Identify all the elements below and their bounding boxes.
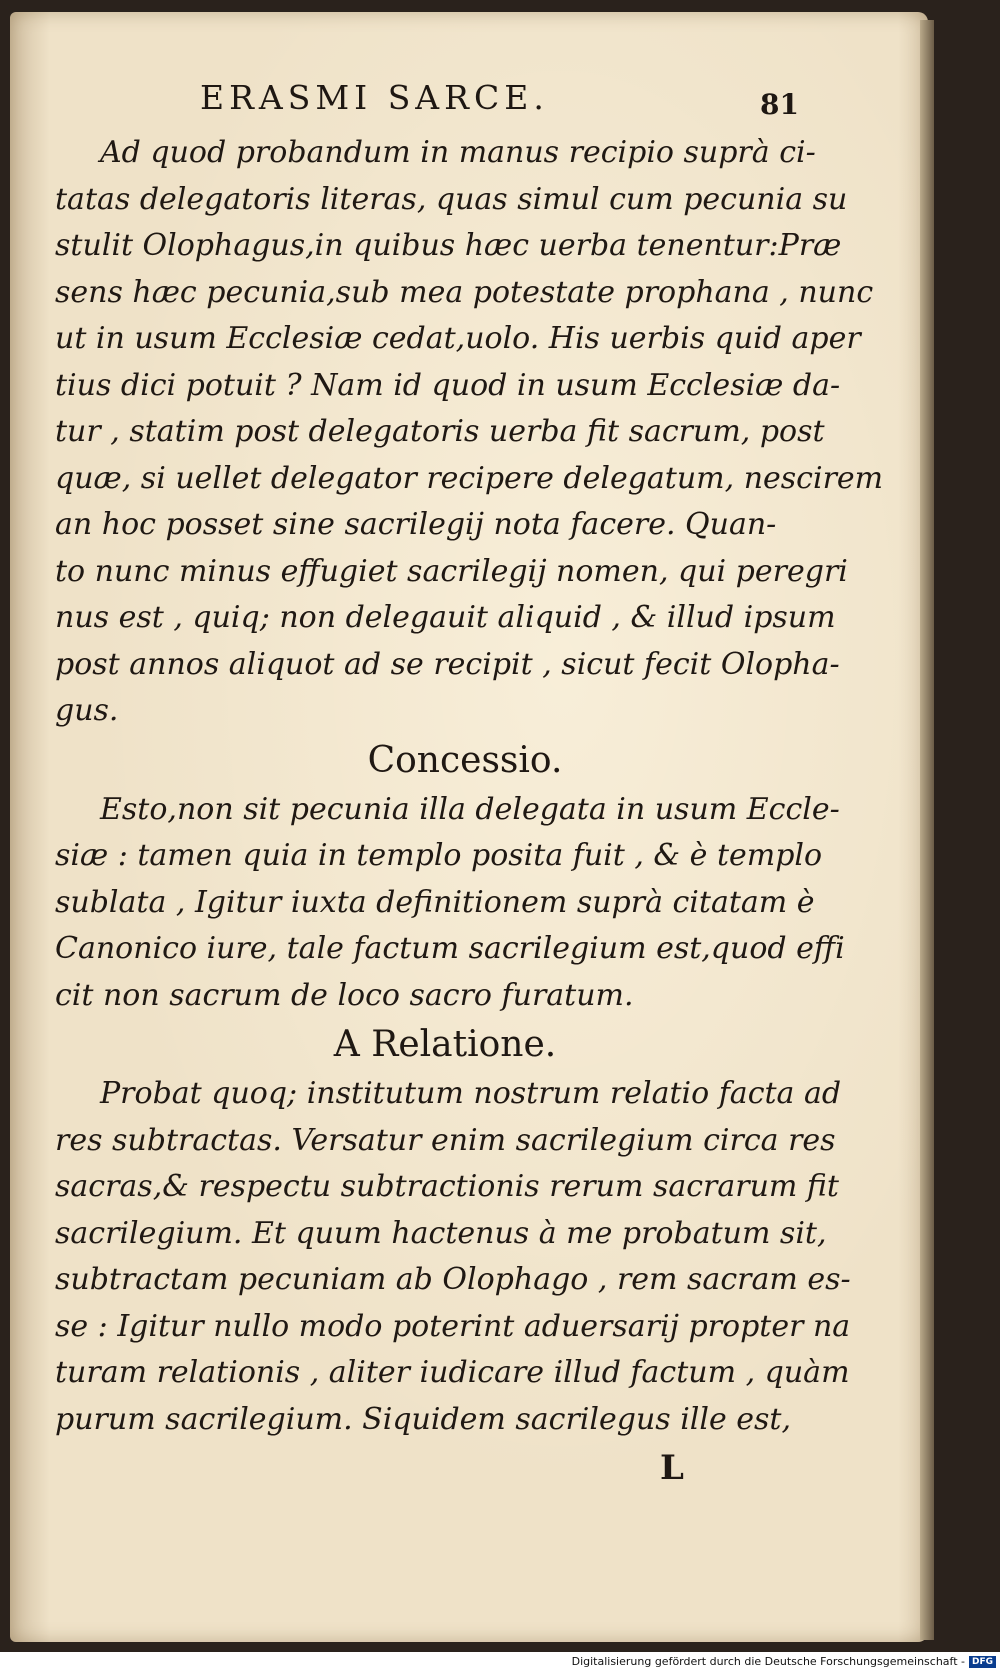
- body-text: [55, 130, 884, 1443]
- text-line: quæ, si uellet delegator recipere delegatum, nescirem: [55, 460, 884, 496]
- text-line: Esto,non sit pecunia illa delegata in usum Eccle-: [100, 791, 840, 827]
- page-number: 81: [760, 88, 799, 121]
- text-line: stulit Olophagus,in quibus hæc uerba tenentur:Præ: [55, 228, 842, 263]
- text-line: sublata , Igitur iuxta definitionem suprà citatam è: [55, 884, 815, 920]
- section-heading: Concessio.: [367, 739, 563, 781]
- text-line: Canonico iure, tale factum sacrilegium est,quod effi: [55, 931, 845, 966]
- text-line: cit non sacrum de loco sacro furatum.: [55, 977, 634, 1013]
- text-line: sens hæc pecunia,sub mea potestate prophana , nunc: [55, 274, 874, 310]
- signature-mark: L: [660, 1448, 684, 1488]
- section-heading: A Relatione.: [333, 1024, 557, 1065]
- dfg-logo: DFG: [969, 1656, 996, 1668]
- text-line: post annos aliquot ad se recipit , sicut fecit Olopha-: [55, 646, 840, 682]
- text-line: res subtractas. Versatur enim sacrilegium circa res: [55, 1122, 836, 1158]
- text-line: turam relationis , aliter iudicare illud factum , quàm: [55, 1355, 850, 1390]
- text-line: tur , statim post delegatoris uerba fit sacrum, post: [55, 414, 825, 449]
- text-line: nus est , quiq; non delegauit aliquid , & illud ipsum: [55, 600, 836, 635]
- footer-credit: [572, 1655, 996, 1668]
- text-line: gus.: [55, 693, 119, 728]
- text-line: sacrilegium. Et quum hactenus à me probatum sit,: [55, 1215, 827, 1251]
- text-line: to nunc minus effugiet sacrilegij nomen, qui peregri: [55, 553, 848, 589]
- running-head: ERASMI SARCE.: [200, 78, 549, 117]
- text-line: tius dici potuit ? Nam id quod in usum Ecclesiæ da-: [55, 367, 841, 403]
- text-line: tatas delegatoris literas, quas simul cum pecunia su: [55, 181, 848, 217]
- text-line: ut in usum Ecclesiæ cedat,uolo. His uerbis quid aper: [55, 321, 861, 356]
- text-line: se : Igitur nullo modo poterint aduersarij propter na: [55, 1308, 851, 1344]
- text-line: an hoc posset sine sacrilegij nota facere. Quan-: [55, 507, 777, 542]
- text-line: Probat quoq; institutum nostrum relatio facta ad: [100, 1076, 842, 1111]
- text-line: Ad quod probandum in manus recipio suprà ci-: [100, 135, 816, 170]
- text-line: subtractam pecuniam ab Olophago , rem sacram es-: [55, 1262, 851, 1297]
- page-edge: [920, 20, 934, 1640]
- text-line: purum sacrilegium. Siquidem sacrilegus ille est,: [55, 1401, 792, 1437]
- text-line: sacras,& respectu subtractionis rerum sacrarum fit: [55, 1169, 839, 1204]
- text-line: siæ : tamen quia in templo posita fuit , & è templo: [55, 838, 823, 873]
- footer-credit-text: Digitalisierung gefördert durch die Deutsche Forschungsgemeinschaft -: [571, 1655, 965, 1668]
